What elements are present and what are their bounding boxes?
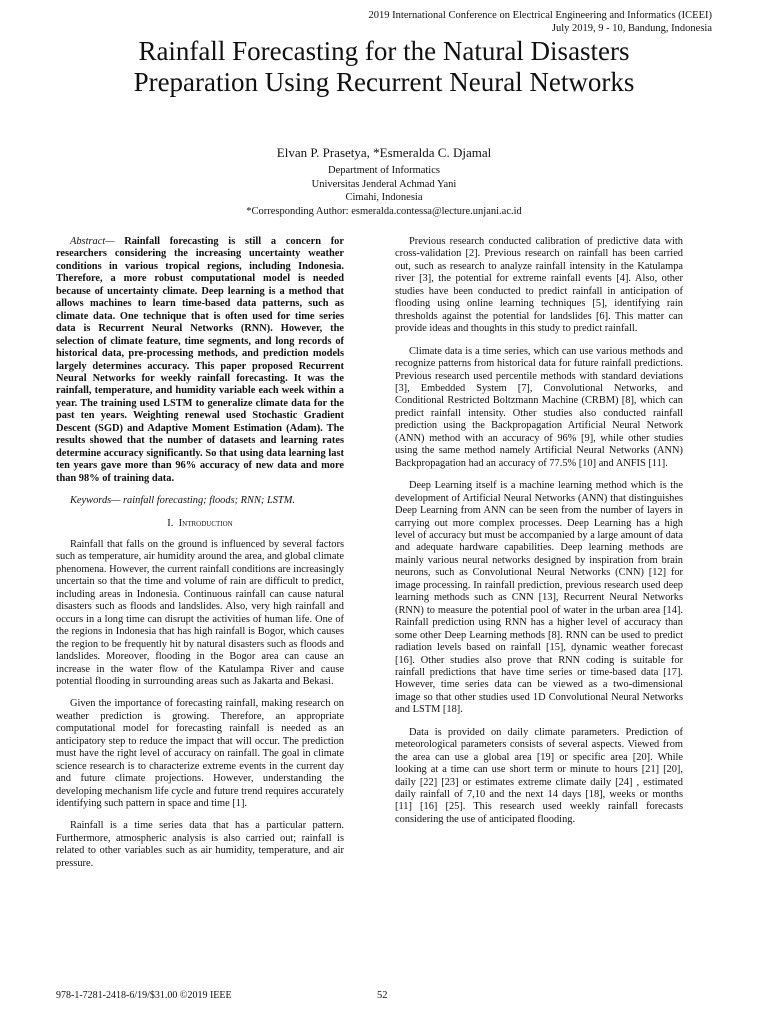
abstract: [56, 236, 344, 485]
keywords: Keywords— rainfall forecasting; floods; RNN; LSTM.: [70, 495, 295, 507]
section-title: Introduction: [178, 517, 233, 529]
page-number: 52: [377, 990, 388, 1001]
left-column: [56, 236, 344, 870]
title-line-2: Preparation Using Recurrent Neural Networks: [133, 67, 635, 97]
body-paragraph-3: Deep Learning itself is a machine learning method which is the development of Artificial Neural Networks (ANN) that distinguishes Deep Learning from ANN can be seen from the number of layers in carrying out more complex processes. Deep Learning has a high level of accuracy but must be accompanied by a large amount of data and adequate hardware capabilities. Deep learning methods are mainly various neural networks designed by inspiration from brain neurons, such as Convolutional Neural Networks (CNN) [12] for image processing. In rainfall prediction, previous research used deep learning methods such as CNN [13], Recurrent Neural Networks (RNN) to measure the potential pool of water in the urban area [14]. Rainfall prediction using RNN has a higher level of accuracy than some other Deep Learning methods [8]. RNN can be used to predict radiation levels based on rainfall [15], dynamic weather forecast [16]. Other studies also prove that RNN coding is suitable for rainfall predictions that have time series or time-based data [17]. However, time series data can be viewed as a two-dimensional image so that other studies used 1D Convolutional Neural Networks and LSTM [18].: [395, 480, 683, 716]
paper-title: [40, 36, 728, 98]
abstract-text: Rainfall forecasting is still a concern for researchers considering the increasing uncertainty weather conditions in various tropical regions, including Indonesia. Therefore, a more robust computational model is needed because of uncertainty climate. Deep learning is a method that allows machines to learn time-based data patterns, such as climate data. One technique that is often used for time series data is Recurrent Neural Networks (RNN). However, the selection of climate feature, time segments, and long records of historical data, pre-processing methods, and prediction models largely determines accuracy. This paper proposed Recurrent Neural Networks for weekly rainfall forecasting. It was the rainfall, temperature, and humidity variable each week within a year. The training used LSTM to generalize climate data for the past ten years. Weighting renewal used Stochastic Gradient Descent (SGD) and Adaptive Moment Estimation (Adam). The results showed that the number of datasets and learning rates determine accuracy significantly. So that using data learning last ten years gave more than 96% accuracy of new data and more than 98% of training data.: [56, 236, 344, 484]
body-paragraph-4: Data is provided on daily climate parameters. Prediction of meteorological parameters consists of several aspects. Viewed from the area can use a global area [19] or specific area [20]. While looking at a time can use short term or minute to hours [21] [20], daily [22] [23] or estimates extreme climate daily [24] , estimated daily rainfall of 7,10 and the next 14 days [18], weeks or months [11] [16] [25]. This research used weekly rainfall forecasts considering the use of anticipated flooding.: [395, 726, 683, 825]
body-paragraph-1: Previous research conducted calibration of predictive data with cross-validation [2]. Previous research on rainfall has been carried out, such as research to analyze rainfall intensity in the Katulampa river [3], the potential for extreme rainfall events [4]. Also, other studies have been conducted to predict rainfall in anticipation of flooding using online learning techniques [5], identifying rain thresholds against the potential for landslides [6]. This matter can provide ideas and thoughts in this study to predict rainfall.: [395, 236, 683, 335]
authors: Elvan P. Prasetya, *Esmeralda C. Djamal: [276, 145, 492, 160]
intro-paragraph-3: Rainfall is a time series data that has a particular pattern. Furthermore, atmospheric analysis is also carried out; rainfall is related to other variables such as air humidity, temperature, and air pressure.: [56, 820, 344, 869]
section-number: I.: [167, 517, 174, 529]
affiliation-department: Department of Informatics: [328, 165, 440, 176]
affiliation-city: Cimahi, Indonesia: [345, 192, 423, 204]
section-heading-introduction: [56, 518, 344, 530]
title-line-1: Rainfall Forecasting for the Natural Disasters: [138, 36, 630, 66]
conference-name: 2019 International Conference on Electrical Engineering and Informatics (ICEEI): [368, 10, 712, 21]
intro-paragraph-2: Given the importance of forecasting rainfall, making research on weather prediction is growing. Therefore, an appropriate computational model for forecasting rainfall is needed as an anticipatory step to reduce the impact that will occur. The prediction must have the right level of accuracy on rainfall. The goal in climate science research is to characterize extreme events in the current day and future climate projections. However, understanding the developing mechanism life cycle and future trend requires accurately identifying such pattern in space and time [1].: [56, 698, 344, 810]
copyright-notice: 978-1-7281-2418-6/19/$31.00 ©2019 IEEE: [56, 990, 232, 1001]
abstract-label: Abstract—: [70, 236, 115, 247]
affiliation: [0, 164, 768, 219]
corresponding-email: *Corresponding Author: esmeralda.contessa@lecture.unjani.ac.id: [246, 206, 522, 218]
conference-date: July 2019, 9 - 10, Bandung, Indonesia: [551, 23, 712, 34]
body-paragraph-2: Climate data is a time series, which can use various methods and recognize patterns from historical data for future rainfall predictions. Previous research used percentile methods with standard deviations [3], Embedded System [7], Convolutional Networks, and Conditional Restricted Boltzmann Machine (CRBM) [8], which can predict rainfall intensity. Other studies also conducted rainfall prediction using the Backpropagation Artificial Neural Network (ANN) method with an accuracy of 96% [9], while other studies using the same method namely Artificial Neural Networks (ANN) Backpropagation had an accuracy of 77.5% [10] and ANFIS [11].: [395, 345, 683, 469]
conference-header: [369, 9, 712, 35]
intro-paragraph-1: Rainfall that falls on the ground is influenced by several factors such as temperature, air humidity around the area, and global climate phenomena. However, the current rainfall conditions are increasingly uncertain so that the time and volume of rain are difficult to predict, including areas in Indonesia. Continuous rainfall can cause natural disasters such as floods and landslides. Also, very high rainfall and occurs in a long time can disrupt the activities of human life. One of the regions in Indonesia that has high rainfall is Bogor, which causes the region to be frequently hit by natural disasters such as floods and landslides. Moreover, flooding in the Bogor area can cause an increase in the water flow of the Katulampa River and cause potential flooding in surrounding areas such as Jakarta and Bekasi.: [56, 538, 344, 687]
affiliation-university: Universitas Jenderal Achmad Yani: [311, 178, 457, 190]
right-column: [395, 236, 683, 826]
